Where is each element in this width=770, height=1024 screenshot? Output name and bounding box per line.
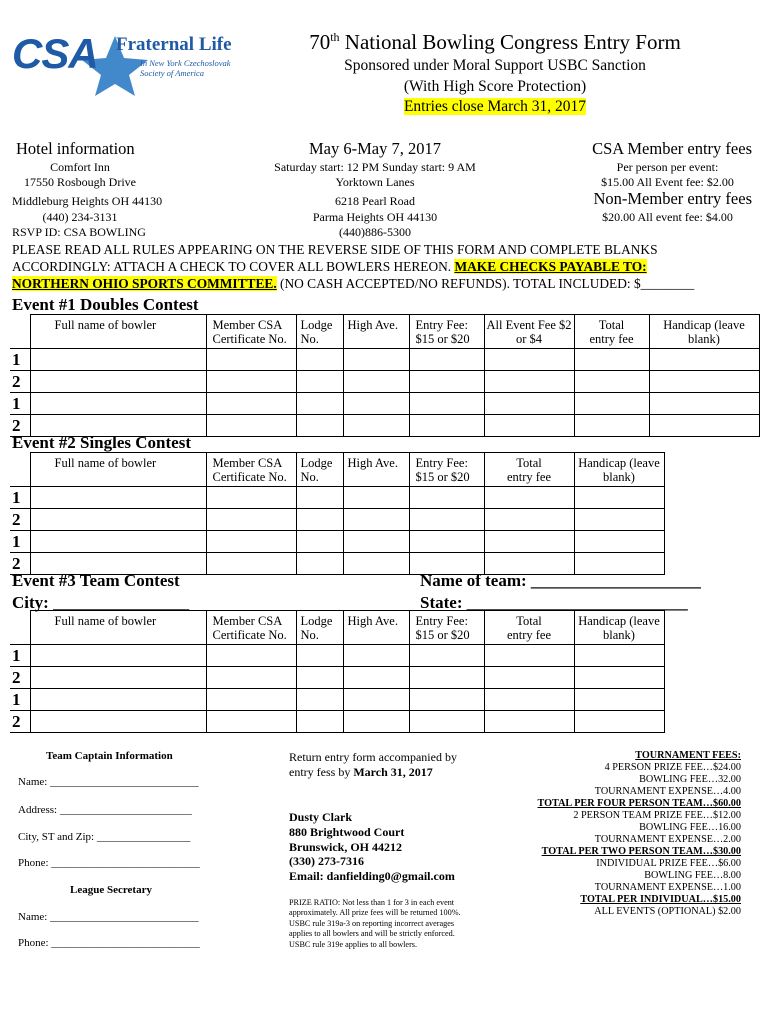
col-handicap: Handicap (leave blank) (574, 453, 664, 487)
col-lodge: Lodge No. (296, 315, 343, 349)
captain-address-field[interactable]: Address: ________________________ (18, 804, 192, 816)
member-fees-l1: Per person per event: (616, 160, 719, 174)
venue-street: 6218 Pearl Road (335, 194, 415, 208)
captain-city-field[interactable]: City, ST and Zip: _________________ (18, 831, 191, 843)
table-row: 2 (10, 371, 759, 393)
venue-city: Parma Heights OH 44130 (312, 210, 438, 224)
header-deadline: Entries close March 31, 2017 (403, 98, 587, 115)
table-row: 2 (10, 711, 759, 733)
start-times: Saturday start: 12 PM Sunday start: 9 AM (274, 160, 476, 174)
col-total-fee: Total entry fee (484, 611, 574, 645)
col-handicap: Handicap (leave blank) (649, 315, 759, 349)
col-entry-fee: Entry Fee: $15 or $20 (409, 315, 484, 349)
team-name-field[interactable]: Name of team: ____________________ (420, 571, 701, 590)
col-total-fee: Total entry fee (574, 315, 649, 349)
logo-name: Fraternal Life (116, 34, 232, 55)
hotel-street: 17550 Rosbough Drive (24, 175, 136, 189)
col-entry-fee: Entry Fee: $15 or $20 (409, 611, 484, 645)
col-full-name: Full name of bowler (30, 315, 206, 349)
non-member-fees-heading: Non-Member entry fees (593, 189, 752, 208)
col-all-event-fee: All Event Fee $2 or $4 (484, 315, 574, 349)
col-high-ave: High Ave. (343, 453, 409, 487)
page-title: 70th National Bowling Congress Entry Form (309, 30, 681, 54)
col-entry-fee: Entry Fee: $15 or $20 (409, 453, 484, 487)
captain-name-field[interactable]: Name: ___________________________ (18, 776, 199, 788)
venue-phone: (440)886-5300 (339, 225, 411, 239)
col-full-name: Full name of bowler (30, 453, 206, 487)
col-handicap: Handicap (leave blank) (574, 611, 664, 645)
event1-title: Event #1 Doubles Contest (12, 295, 199, 314)
event2-table (10, 452, 759, 575)
header-sanction: Sponsored under Moral Support USBC Sanction (344, 57, 646, 74)
table-row: 1 (10, 349, 759, 371)
col-high-ave: High Ave. (343, 611, 409, 645)
col-high-ave: High Ave. (343, 315, 409, 349)
event1-table (10, 314, 760, 437)
prize-ratio-rules: PRIZE RATIO: Not less than 1 for 3 in each event approximately. All prize fees will be returned 100%. USBC rule 319a-3 on reporting incorrect averages applies to all bowlers and will be strictly enforced. USBC rule 319e applies to all bowlers. (289, 898, 461, 949)
col-cert: Member CSA Certificate No. (206, 453, 296, 487)
member-fees-heading: CSA Member entry fees (592, 139, 752, 158)
table-row: 1 (10, 487, 759, 509)
table-row: 1 (10, 531, 759, 553)
logo-main: CSA (12, 30, 98, 77)
col-total-fee: Total entry fee (484, 453, 574, 487)
hotel-city: Middleburg Heights OH 44130 (12, 194, 163, 208)
logo (12, 28, 242, 90)
contact-block: Dusty Clark 880 Brightwood Court Brunswick, OH 44212 (330) 273-7316 Email: danfielding0@gmail.com (289, 810, 455, 884)
table-row: 1 (10, 689, 759, 711)
captain-phone-field[interactable]: Phone: ___________________________ (18, 857, 200, 869)
return-instructions: Return entry form accompanied by entry fess by March 31, 2017 (289, 750, 457, 779)
event3-title: Event #3 Team Contest (12, 571, 180, 590)
col-cert: Member CSA Certificate No. (206, 611, 296, 645)
event3-table (10, 610, 759, 733)
table-row: 2 (10, 415, 759, 437)
logo-sub2: Society of America (140, 68, 205, 78)
col-full-name: Full name of bowler (30, 611, 206, 645)
table-row: 2 (10, 667, 759, 689)
table-row: 2 (10, 509, 759, 531)
secretary-heading: League Secretary (70, 884, 152, 896)
col-cert: Member CSA Certificate No. (206, 315, 296, 349)
col-lodge: Lodge No. (296, 453, 343, 487)
col-lodge: Lodge No. (296, 611, 343, 645)
event2-title: Event #2 Singles Contest (12, 433, 191, 452)
state-field[interactable]: State: __________________________ (420, 593, 688, 612)
captain-heading: Team Captain Information (46, 750, 173, 762)
secretary-phone-field[interactable]: Phone: ___________________________ (18, 937, 200, 949)
secretary-name-field[interactable]: Name: ___________________________ (18, 911, 199, 923)
event-dates: May 6-May 7, 2017 (309, 139, 441, 158)
tournament-fees: TOURNAMENT FEES: 4 PERSON PRIZE FEE…$24.00 BOWLING FEE…32.00 TOURNAMENT EXPENSE…4.00 TOTAL PER FOUR PERSON TEAM…$60.00 2 PERSON TEAM PRIZE FEE…$12.00 BOWLING FEE…16.00 TOURNAMENT EXPENSE…2.00 TOTAL PER TWO PERSON TEAM…$30.00 INDIVIDUAL PRIZE FEE…$6.00 BOWLING FEE…8.00 TOURNAMENT EXPENSE…1.00 TOTAL PER INDIVIDUAL…$15.00 ALL EVENTS (OPTIONAL) $2.00 (537, 750, 741, 917)
hotel-rsvp: RSVP ID: CSA BOWLING (12, 225, 146, 239)
table-row: 1 (10, 393, 759, 415)
hotel-phone: (440) 234-3131 (42, 210, 118, 224)
hotel-name: Comfort Inn (50, 160, 110, 174)
table-row: 2 (10, 553, 759, 575)
header-protection: (With High Score Protection) (403, 78, 587, 95)
city-field[interactable]: City: ________________ (12, 593, 190, 612)
member-fees-l2: $15.00 All Event fee: $2.00 (601, 175, 734, 189)
venue-name: Yorktown Lanes (335, 175, 415, 189)
table-row: 1 (10, 645, 759, 667)
non-member-fees-l1: $20.00 All event fee: $4.00 (602, 210, 733, 224)
notice: PLEASE READ ALL RULES APPEARING ON THE REVERSE SIDE OF THIS FORM AND COMPLETE BLANKS ACCORDINGLY: ATTACH A CHECK TO COVER ALL BOWLERS HEREON. MAKE CHECKS PAYABLE TO: NORTHERN OHIO SPORTS COMMITTEE. (NO CASH ACCEPTED/NO REFUNDS). TOTAL INCLUDED: $________ (12, 242, 695, 291)
hotel-heading: Hotel information (16, 139, 135, 158)
logo-sub1: In New York Czechoslovak (140, 58, 231, 68)
